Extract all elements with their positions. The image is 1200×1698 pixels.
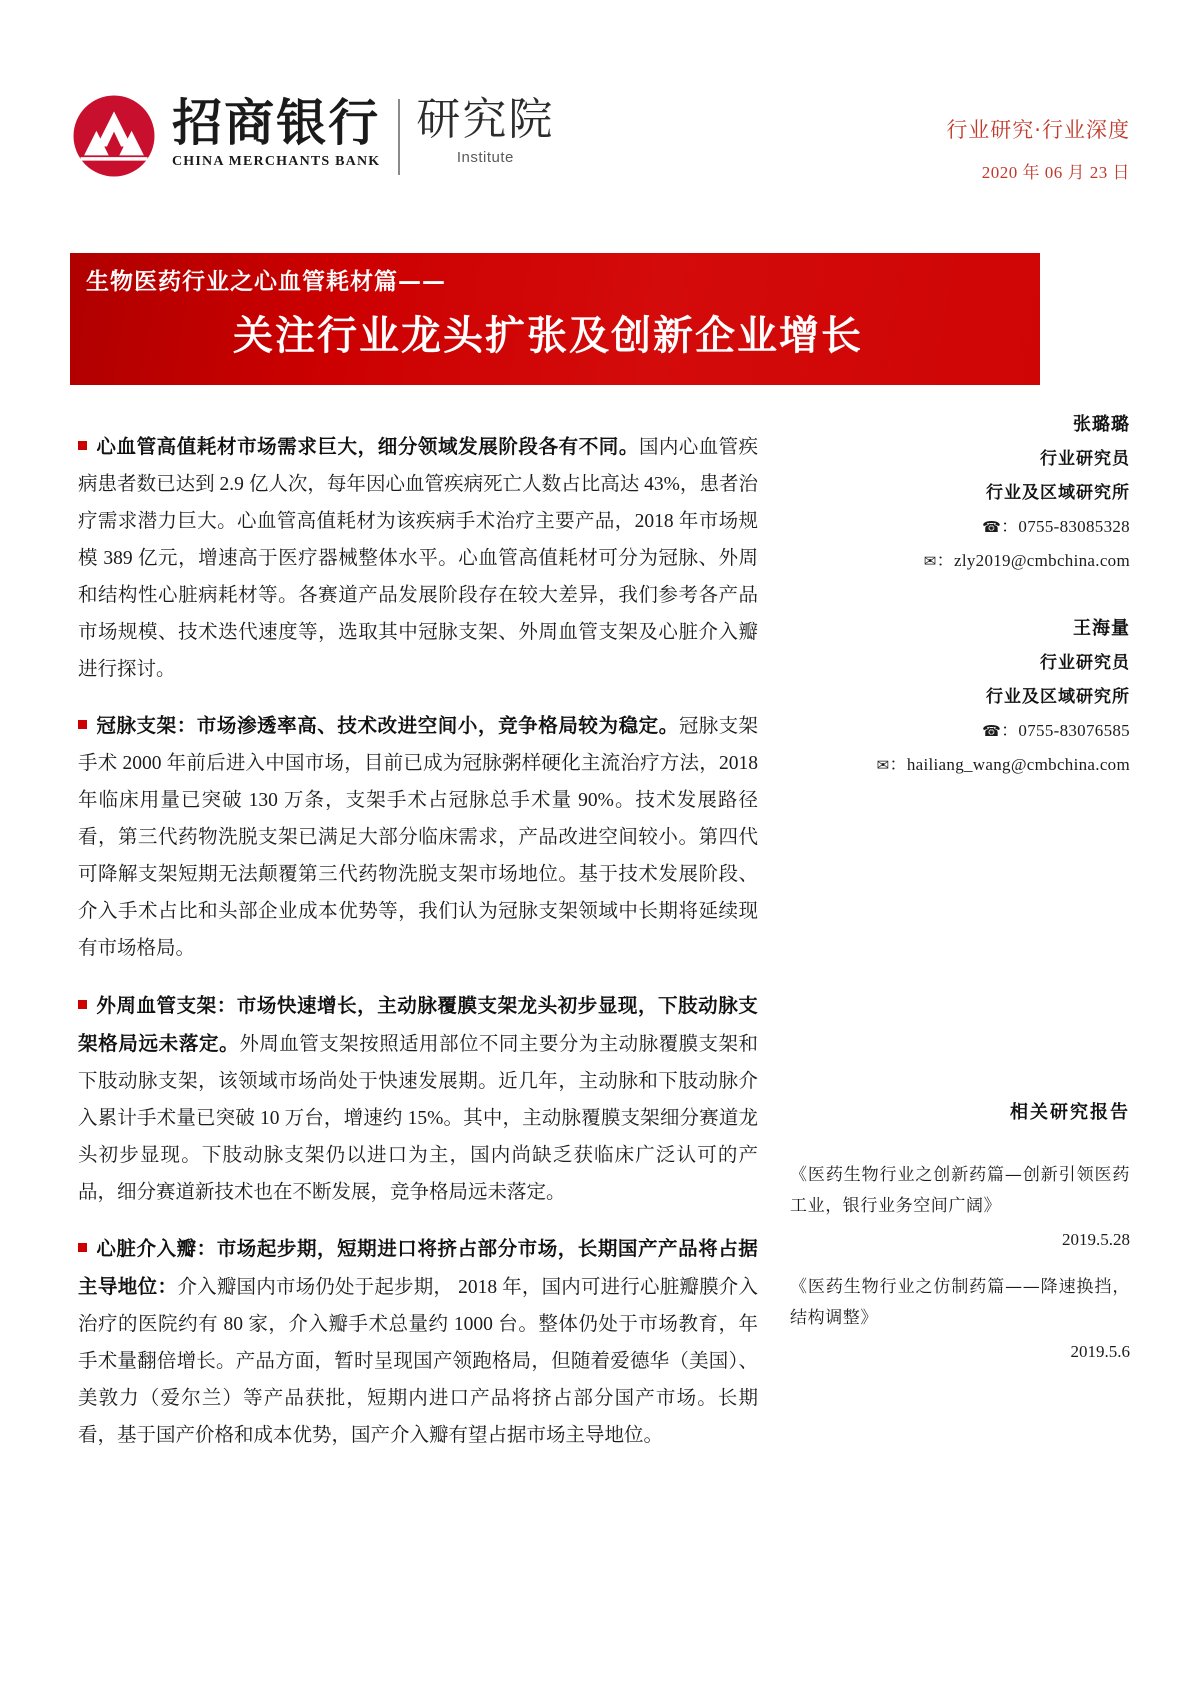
- body-paragraph: [78, 987, 758, 1211]
- cmb-logo: [70, 92, 554, 180]
- author-role: 行业研究员: [1040, 653, 1130, 673]
- author-email-line[interactable]: [800, 748, 1130, 782]
- related-reports-title: 相关研究报告: [1010, 1102, 1130, 1123]
- author-email-line[interactable]: [800, 544, 1130, 578]
- paragraph-lead: 心血管高值耗材市场需求巨大，细分领域发展阶段各有不同。: [96, 434, 639, 458]
- author-phone-line: [800, 510, 1130, 544]
- paragraph-lead: 外周血管支架：市场快速增长，主动脉覆膜支架龙头初步显现，下肢动脉支架格局远未落定。: [78, 993, 758, 1055]
- author-name: 王海量: [1073, 618, 1130, 639]
- related-report-item[interactable]: 《医药生物行业之创新药篇—创新引领医药工业，银行业务空间广阔》: [790, 1165, 1130, 1216]
- institute-name-cn: 研究院: [416, 94, 555, 145]
- header-meta: [946, 92, 1130, 183]
- author-email[interactable]: ：zly2019@cmbchina.com: [936, 551, 1130, 570]
- bullet-square-icon: [78, 720, 87, 729]
- banner-kicker: 生物医药行业之心血管耗材篇——: [86, 269, 446, 295]
- body-paragraph: [78, 1230, 758, 1454]
- title-banner: [70, 253, 1040, 385]
- author-sidebar: [800, 408, 1130, 816]
- phone-icon: ☎: [982, 722, 1002, 740]
- email-icon: ✉: [923, 552, 937, 570]
- author-email[interactable]: ：hailiang_wang@cmbchina.com: [889, 755, 1130, 774]
- page-title: 关注行业龙头扩张及创新企业增长: [233, 312, 863, 359]
- body-paragraph: [78, 707, 758, 967]
- body-paragraph: [78, 428, 758, 688]
- bullet-square-icon: [78, 1243, 87, 1252]
- phone-icon: ☎: [982, 518, 1002, 536]
- author-block: [800, 612, 1130, 782]
- author-role: 行业研究员: [1040, 449, 1130, 469]
- paragraph-lead: 心脏介入瓣：市场起步期，短期进口将挤占部分市场，长期国产产品将占据主导地位：: [78, 1237, 758, 1298]
- cmb-wings-logo-icon: [70, 92, 158, 180]
- author-phone: ：0755-83076585: [1001, 721, 1130, 740]
- page-header: [70, 92, 1130, 202]
- author-department: 行业及区域研究所: [986, 483, 1130, 503]
- paragraph-text: 介入瓣国内市场仍处于起步期， 2018 年，国内可进行心脏瓣膜介入治疗的医院约有 80 家，介入瓣手术总量约 1000 台。整体仍处于市场教育，年手术量翻倍增长。产品方面，暂时呈现国产领跑格局，但随着爱德华（美国）、美敦力（爱尔兰）等产品获批，短期内进口产品将挤占部分国产市场。长期看，基于国产价格和成本优势，国产介入瓣有望占据市场主导地位。: [78, 1277, 758, 1446]
- author-phone: ：0755-83085328: [1001, 517, 1130, 536]
- author-department: 行业及区域研究所: [986, 687, 1130, 707]
- paragraph-text: 国内心血管疾病患者数已达到 2.9 亿人次，每年因心血管疾病死亡人数占比高达 43%，患者治疗需求潜力巨大。心血管高值耗材为该疾病手术治疗主要产品，2018 年市场规模 389 亿元，增速高于医疗器械整体水平。心血管高值耗材可分为冠脉、外周和结构性心脏病耗材等。各赛道产品发展阶段存在较大差异，我们参考各产品市场规模、技术迭代速度等，选取其中冠脉支架、外周血管支架及心脏介入瓣进行探讨。: [78, 436, 758, 680]
- related-reports: [790, 1098, 1130, 1384]
- bank-name-cn: 招商银行: [172, 94, 381, 152]
- bullet-square-icon: [78, 1000, 87, 1009]
- author-phone-line: [800, 714, 1130, 748]
- paragraph-text: 冠脉支架手术 2000 年前后进入中国市场，目前已成为冠脉粥样硬化主流治疗方法，2018 年临床用量已突破 130 万条，支架手术占冠脉总手术量 90%。技术发展路径看，第三代药物洗脱支架已满足大部分临床需求，产品改进空间较小。第四代可降解支架短期无法颠覆第三代药物洗脱支架市场地位。基于技术发展阶段、介入手术占比和头部企业成本优势等，我们认为冠脉支架领域中长期将延续现有市场格局。: [78, 716, 758, 959]
- author-name: 张璐璐: [1073, 414, 1130, 435]
- bank-name-en: CHINA MERCHANTS BANK: [172, 153, 381, 169]
- institute-name-en: Institute: [456, 149, 514, 167]
- body-content: [78, 408, 758, 1469]
- author-block: [800, 408, 1130, 578]
- logo-divider: [398, 99, 400, 175]
- paragraph-lead: 冠脉支架：市场渗透率高、技术改进空间小，竞争格局较为稳定。: [96, 714, 679, 737]
- related-report-date: 2019.5.6: [1070, 1342, 1130, 1361]
- report-date: 2020 年 06 月 23 日: [981, 163, 1130, 182]
- related-report-item[interactable]: 《医药生物行业之仿制药篇——降速换挡，结构调整》: [790, 1277, 1130, 1328]
- bullet-square-icon: [78, 441, 87, 450]
- related-report-date: 2019.5.28: [1062, 1230, 1130, 1249]
- email-icon: ✉: [876, 756, 890, 774]
- paragraph-text: 外周血管支架按照适用部位不同主要分为主动脉覆膜支架和下肢动脉支架，该领域市场尚处于快速发展期。近几年，主动脉和下肢动脉介入累计手术量已突破 10 万台，增速约 15%。其中，主动脉覆膜支架细分赛道龙头初步显现。下肢动脉支架仍以进口为主，国内尚缺乏获临床广泛认可的产品，细分赛道新技术也在不断发展，竞争格局远未落定。: [78, 1033, 758, 1203]
- report-category: 行业研究·行业深度: [946, 118, 1130, 142]
